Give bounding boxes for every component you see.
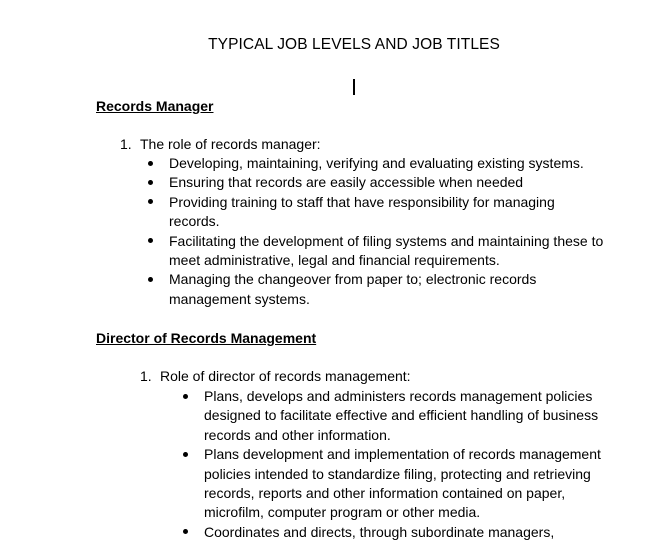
list-item: Ensuring that records are easily accessible when needed	[169, 173, 609, 192]
bullet-list-records-manager	[169, 154, 609, 309]
text-cursor	[353, 79, 355, 95]
bullet-icon	[183, 394, 188, 399]
bullet-icon	[148, 161, 153, 166]
item-text: Role of director of records management:	[160, 368, 411, 384]
bullet-icon	[148, 199, 153, 204]
numbered-item	[140, 368, 411, 384]
item-number: 1.	[120, 136, 132, 152]
bullet-icon	[183, 452, 188, 457]
list-item: Coordinates and directs, through subordinate managers,	[204, 523, 614, 542]
section-heading-records-manager: Records Manager	[96, 98, 214, 114]
list-item: Facilitating the development of filing systems and maintaining these to meet administrative, legal and financial requirements.	[169, 232, 609, 271]
list-item: Developing, maintaining, verifying and evaluating existing systems.	[169, 154, 609, 173]
bullet-icon	[183, 529, 188, 534]
bullet-icon	[148, 180, 153, 185]
bullet-list-director	[204, 387, 614, 542]
item-text: The role of records manager:	[140, 136, 321, 152]
numbered-item	[120, 136, 321, 152]
bullet-icon	[148, 277, 153, 282]
list-item: Providing training to staff that have responsibility for managing records.	[169, 193, 609, 232]
item-number: 1.	[140, 368, 152, 384]
bullet-icon	[148, 238, 153, 243]
list-item: Plans, develops and administers records management policies designed to facilitate effective and efficient handling of business records and other information.	[204, 387, 614, 445]
section-heading-director-records-management: Director of Records Management	[96, 330, 317, 346]
document-title: TYPICAL JOB LEVELS AND JOB TITLES	[208, 36, 500, 53]
list-item: Plans development and implementation of records management policies intended to standardize filing, protecting and retrieving records, reports and other information contained on paper, microfilm, computer program or other media.	[204, 445, 614, 523]
list-item: Managing the changeover from paper to; electronic records management systems.	[169, 270, 609, 309]
